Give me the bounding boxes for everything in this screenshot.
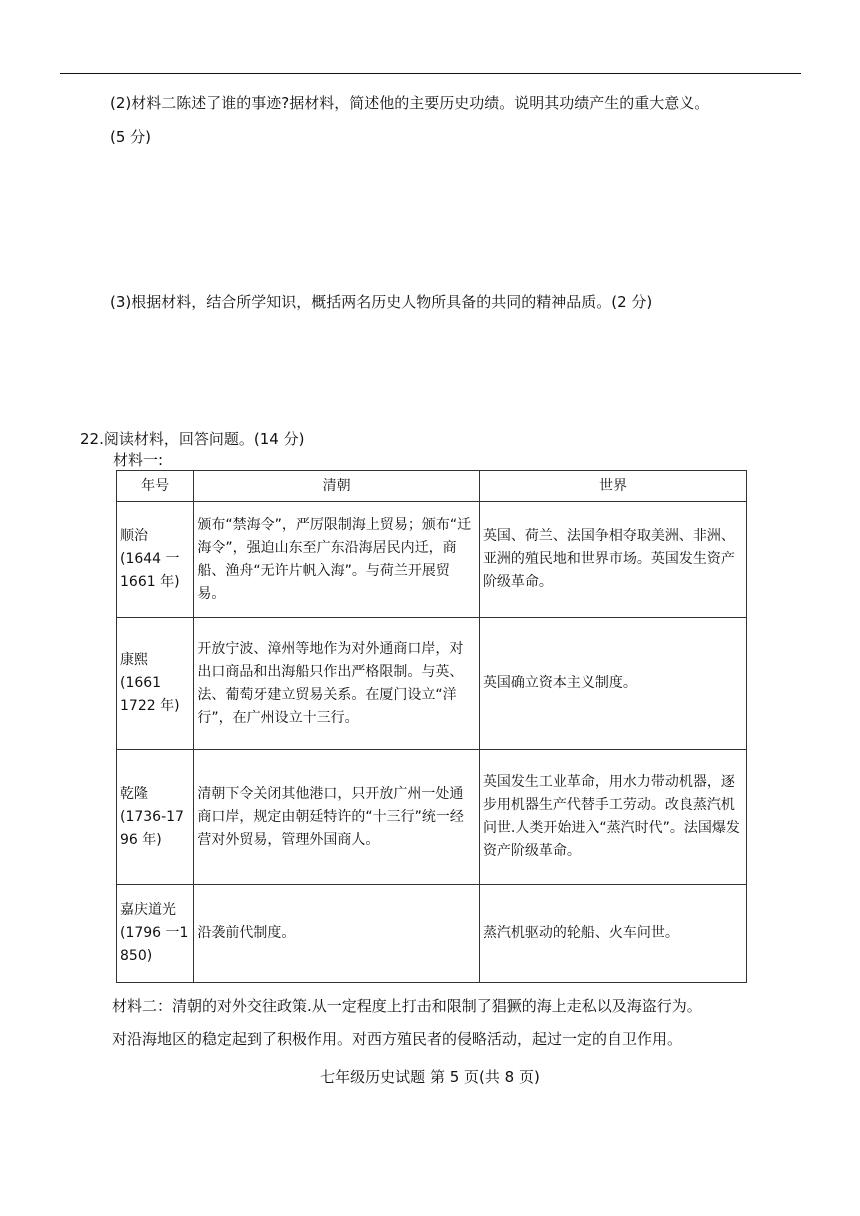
table-row	[117, 618, 747, 750]
cell-era: 顺治 (1644 一 1661 年)	[117, 502, 194, 618]
material-1-label: 材料一:	[113, 451, 164, 469]
header-era: 年号	[117, 471, 194, 502]
question-21-part-3: (3)根据材料，结合所学知识，概括两名历史人物所具备的共同的精神品质。(2 分)	[110, 293, 653, 311]
question-22-stem: 22.阅读材料，回答问题。(14 分)	[80, 430, 305, 448]
table-header-row	[117, 471, 747, 502]
material-2-line-1: 材料二：清朝的对外交往政策.从一定程度上打击和限制了猖獗的海上走私以及海盗行为。	[112, 997, 702, 1015]
cell-world: 英国、荷兰、法国争相夺取美洲、非洲、亚洲的殖民地和世界市场。英国发生资产阶级革命。	[479, 502, 746, 618]
cell-qing: 开放宁波、漳州等地作为对外通商口岸，对出口商品和出海船只作出严格限制。与英、法、葡萄牙建立贸易关系。在厦门设立“洋行”，在广州设立十三行。	[194, 618, 480, 750]
cell-world: 英国确立资本主义制度。	[479, 618, 746, 750]
table-row	[117, 750, 747, 885]
question-21-part-2-score: (5 分)	[110, 128, 152, 146]
cell-era: 康熙 (1661 1722 年)	[117, 618, 194, 750]
cell-era: 乾隆 (1736-17 96 年)	[117, 750, 194, 885]
header-qing: 清朝	[194, 471, 480, 502]
table-row	[117, 885, 747, 983]
table-row	[117, 502, 747, 618]
question-21-part-2: (2)材料二陈述了谁的事迹?据材料，简述他的主要历史功绩。说明其功绩产生的重大意义。	[110, 94, 710, 112]
material-1-table	[116, 470, 747, 983]
header-rule	[60, 73, 801, 74]
cell-qing: 清朝下令关闭其他港口，只开放广州一处通商口岸，规定由朝廷特许的“十三行”统一经营对外贸易，管理外国商人。	[194, 750, 480, 885]
cell-qing: 颁布“禁海令”，严厉限制海上贸易；颁布“迁海令”，强迫山东至广东沿海居民内迁，商船、渔舟“无许片帆入海”。与荷兰开展贸易。	[194, 502, 480, 618]
page-footer: 七年级历史试题 第 5 页(共 8 页)	[320, 1068, 540, 1086]
cell-era: 嘉庆道光 (1796 一1 850)	[117, 885, 194, 983]
cell-world: 蒸汽机驱动的轮船、火车问世。	[479, 885, 746, 983]
material-2-line-2: 对沿海地区的稳定起到了积极作用。对西方殖民者的侵略活动，起过一定的自卫作用。	[112, 1030, 683, 1048]
cell-world: 英国发生工业革命，用水力带动机器，逐步用机器生产代替手工劳动。改良蒸汽机问世.人类开始进入“蒸汽时代”。法国爆发资产阶级革命。	[479, 750, 746, 885]
cell-qing: 沿袭前代制度。	[194, 885, 480, 983]
header-world: 世界	[479, 471, 746, 502]
